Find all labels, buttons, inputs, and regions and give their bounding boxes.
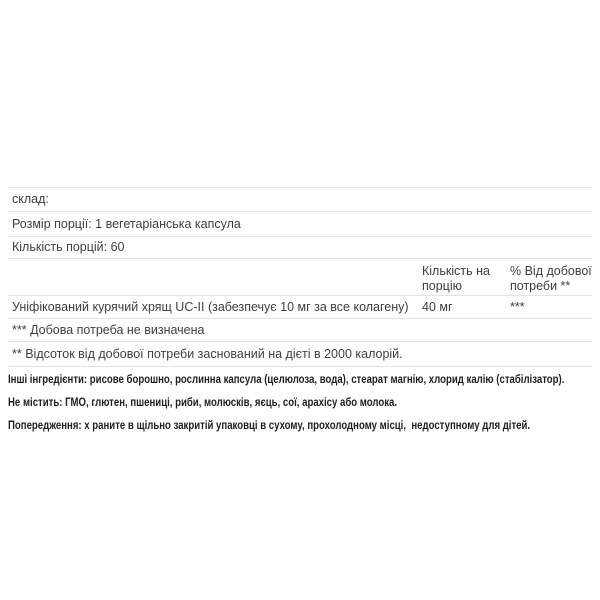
footnote-text: *** Добова потреба не визначена bbox=[12, 323, 205, 337]
supplement-facts-table bbox=[8, 187, 592, 367]
ingredient-row bbox=[8, 296, 592, 319]
ingredient-name: Уніфікований курячий хрящ UC-II (забезпечує 10 мг за все колагену) bbox=[12, 300, 409, 314]
column-header-daily-value: % Від добової потреби ** bbox=[510, 264, 592, 293]
composition-label: склад: bbox=[12, 192, 49, 206]
composition-row bbox=[8, 188, 592, 212]
footnote-daily-value-not-established bbox=[8, 319, 592, 342]
warning-note: Попередження: х раните в щільно закритій упаковці в сухому, прохолодному місці, недоступному для дітей. bbox=[8, 418, 531, 432]
servings-count-label: Кількість порцій: 60 bbox=[12, 240, 125, 254]
table-header-row bbox=[8, 259, 592, 296]
allergen-free-note: Не містить: ГМО, глютен, пшениці, риби, молюсків, яєць, сої, арахісу або молока. bbox=[8, 395, 398, 409]
ingredient-amount: 40 мг bbox=[422, 300, 453, 314]
other-ingredients-note: Інші інгредієнти: рисове борошно, рослинна капсула (целюлоза, вода), стеарат магнію, хлорид калію (стабілізатор). bbox=[8, 372, 565, 386]
servings-count-row bbox=[8, 237, 592, 259]
ingredient-daily-value: *** bbox=[510, 300, 525, 314]
serving-size-label: Розмір порції: 1 вегетаріанська капсула bbox=[12, 217, 241, 231]
footnote-percent-daily-value bbox=[8, 342, 592, 367]
footnote-text: ** Відсоток від добової потреби заснований на дієті в 2000 калорій. bbox=[12, 347, 403, 361]
column-header-amount-per-serving: Кількість на порцію bbox=[422, 264, 490, 293]
serving-size-row bbox=[8, 212, 592, 237]
label-notes-section bbox=[8, 372, 600, 432]
